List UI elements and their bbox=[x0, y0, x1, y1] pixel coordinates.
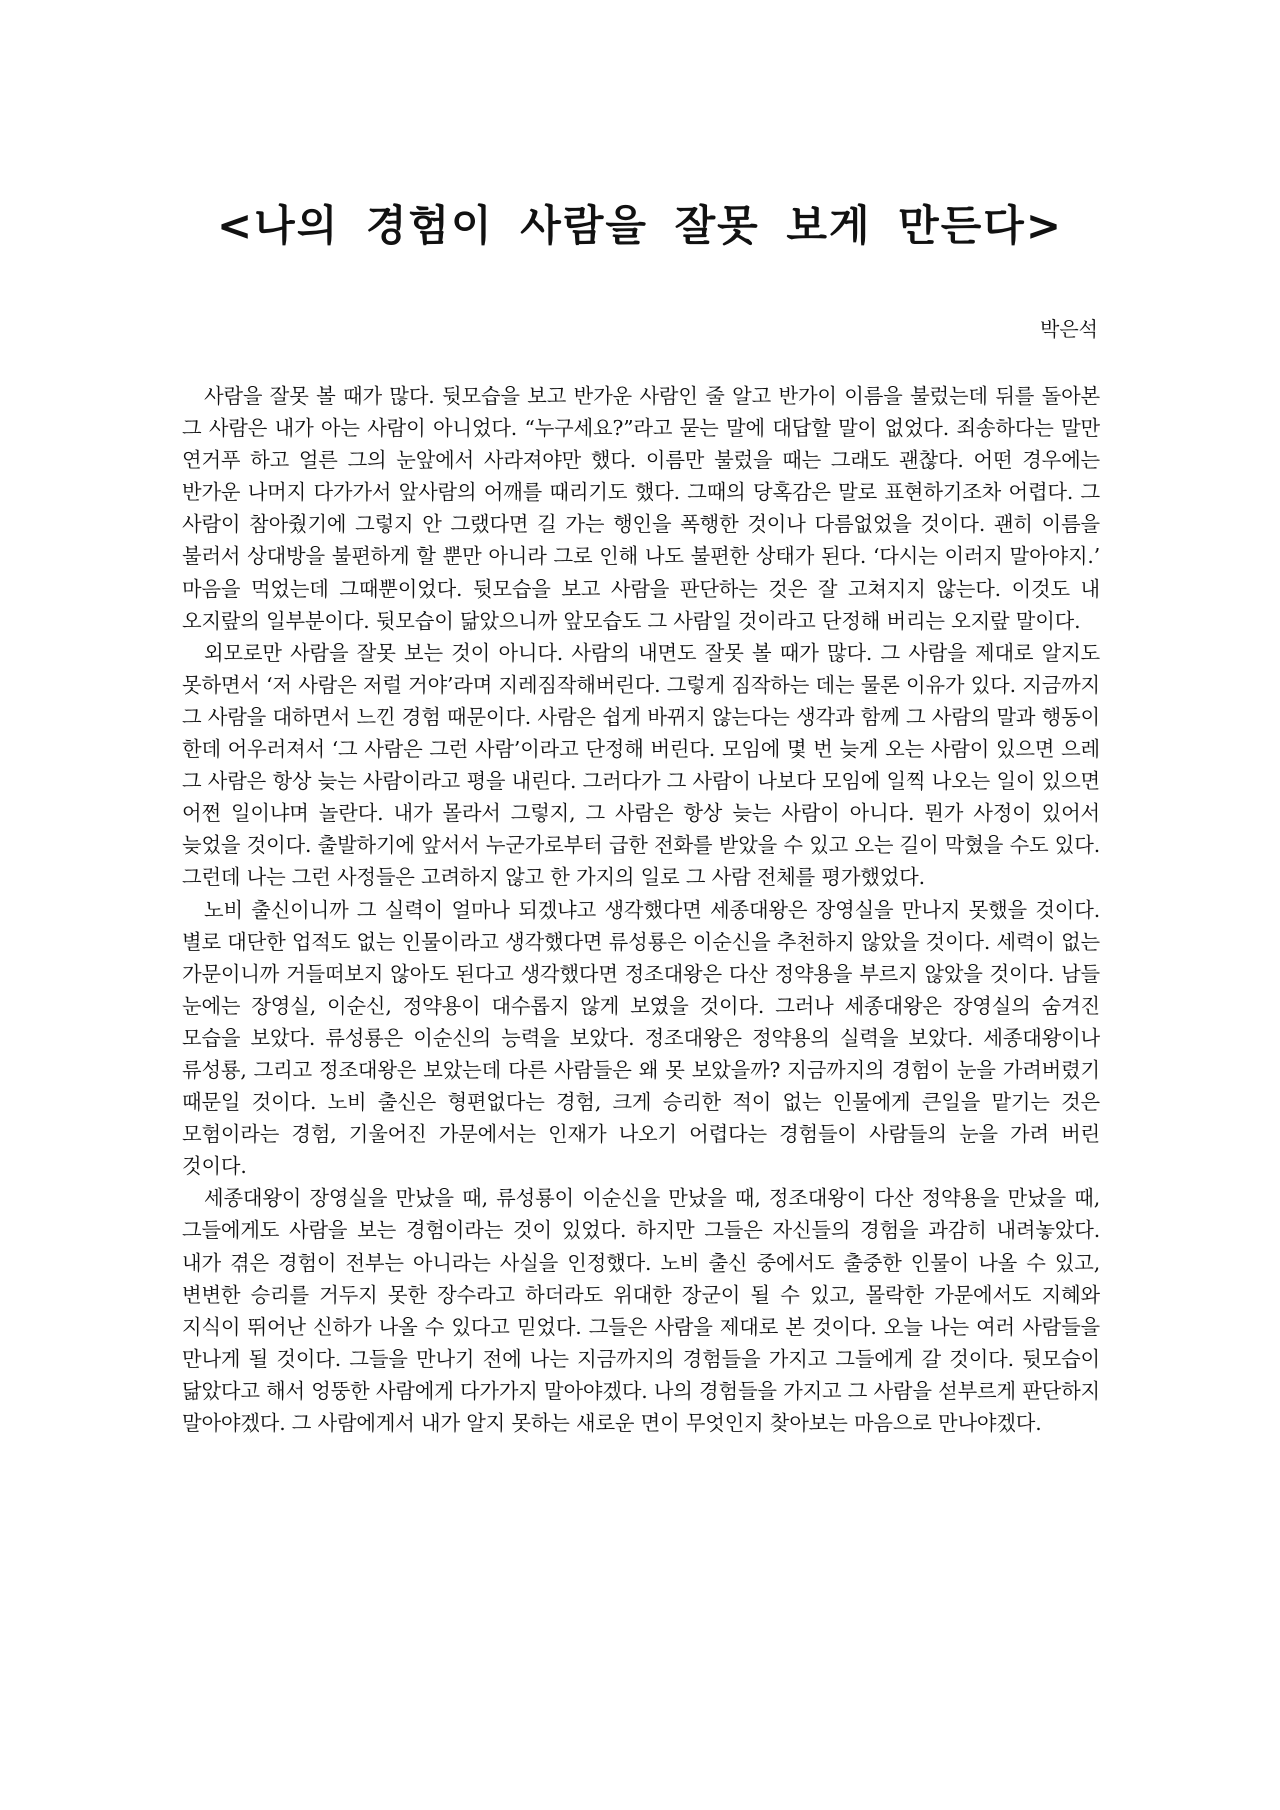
author-name: 박은석 bbox=[1040, 317, 1098, 341]
document-body bbox=[182, 380, 1100, 1439]
paragraph-2: 외모로만 사람을 잘못 보는 것이 아니다. 사람의 내면도 잘못 볼 때가 많다. 그 사람을 제대로 알지도 못하면서 ‘저 사람은 저럴 거야’라며 지레짐작해버린다. 그렇게 짐작하는 데는 물론 이유가 있다. 지금까지 그 사람을 대하면서 느낀 경험 때문이다. 사람은 쉽게 바뀌지 않는다는 생각과 함께 그 사람의 말과 행동이 한데 어우러져서 ‘그 사람은 그런 사람’이라고 단정해 버린다. 모임에 몇 번 늦게 오는 사람이 있으면 으레 그 사람은 항상 늦는 사람이라고 평을 내린다. 그러다가 그 사람이 나보다 모임에 일찍 나오는 일이 있으면 어쩐 일이냐며 놀란다. 내가 몰라서 그렇지, 그 사람은 항상 늦는 사람이 아니다. 뭔가 사정이 있어서 늦었을 것이다. 출발하기에 앞서서 누군가로부터 급한 전화를 받았을 수 있고 오는 길이 막혔을 수도 있다. 그런데 나는 그런 사정들은 고려하지 않고 한 가지의 일로 그 사람 전체를 평가했었다. bbox=[182, 640, 1100, 890]
paragraph-3: 노비 출신이니까 그 실력이 얼마나 되겠냐고 생각했다면 세종대왕은 장영실을 만나지 못했을 것이다. 별로 대단한 업적도 없는 인물이라고 생각했다면 류성룡은 이순신을 추천하지 않았을 것이다. 세력이 없는 가문이니까 거들떠보지 않아도 된다고 생각했다면 정조대왕은 다산 정약용을 부르지 않았을 것이다. 남들 눈에는 장영실, 이순신, 정약용이 대수롭지 않게 보였을 것이다. 그러나 세종대왕은 장영실의 숨겨진 모습을 보았다. 류성룡은 이순신의 능력을 보았다. 정조대왕은 정약용의 실력을 보았다. 세종대왕이나 류성룡, 그리고 정조대왕은 보았는데 다른 사람들은 왜 못 보았을까? 지금까지의 경험이 눈을 가려버렸기 때문일 것이다. 노비 출신은 형편없다는 경험, 크게 승리한 적이 없는 인물에게 큰일을 맡기는 것은 모험이라는 경험, 기울어진 가문에서는 인재가 나오기 어렵다는 경험들이 사람들의 눈을 가려 버린 것이다. bbox=[182, 897, 1100, 1179]
paragraph-1: 사람을 잘못 볼 때가 많다. 뒷모습을 보고 반가운 사람인 줄 알고 반가이 이름을 불렀는데 뒤를 돌아본 그 사람은 내가 아는 사람이 아니었다. “누구세요?”라고 묻는 말에 대답할 말이 없었다. 죄송하다는 말만 연거푸 하고 얼른 그의 눈앞에서 사라져야만 했다. 이름만 불렀을 때는 그래도 괜찮다. 어떤 경우에는 반가운 나머지 다가가서 앞사람의 어깨를 때리기도 했다. 그때의 당혹감은 말로 표현하기조차 어렵다. 그 사람이 참아줬기에 그렇지 안 그랬다면 길 가는 행인을 폭행한 것이나 다름없었을 것이다. 괜히 이름을 불러서 상대방을 불편하게 할 뿐만 아니라 그로 인해 나도 불편한 상태가 된다. ‘다시는 이러지 말아야지.’ 마음을 먹었는데 그때뿐이었다. 뒷모습을 보고 사람을 판단하는 것은 잘 고쳐지지 않는다. 이것도 내 오지랖의 일부분이다. 뒷모습이 닮았으니까 앞모습도 그 사람일 것이라고 단정해 버리는 오지랖 말이다. bbox=[182, 384, 1100, 633]
document-title: <나의 경험이 사람을 잘못 보게 만든다> bbox=[216, 201, 1064, 250]
paragraph-4: 세종대왕이 장영실을 만났을 때, 류성룡이 이순신을 만났을 때, 정조대왕이 다산 정약용을 만났을 때, 그들에게도 사람을 보는 경험이라는 것이 있었다. 하지만 그들은 자신들의 경험을 과감히 내려놓았다. 내가 겪은 경험이 전부는 아니라는 사실을 인정했다. 노비 출신 중에서도 출중한 인물이 나올 수 있고, 변변한 승리를 거두지 못한 장수라고 하더라도 위대한 장군이 될 수 있고, 몰락한 가문에서도 지혜와 지식이 뛰어난 신하가 나올 수 있다고 믿었다. 그들은 사람을 제대로 본 것이다. 오늘 나는 여러 사람들을 만나게 될 것이다. 그들을 만나기 전에 나는 지금까지의 경험들을 가지고 그들에게 갈 것이다. 뒷모습이 닮았다고 해서 엉뚱한 사람에게 다가가지 말아야겠다. 나의 경험들을 가지고 그 사람을 섣부르게 판단하지 말아야겠다. 그 사람에게서 내가 알지 못하는 새로운 면이 무엇인지 찾아보는 마음으로 만나야겠다. bbox=[182, 1186, 1100, 1435]
